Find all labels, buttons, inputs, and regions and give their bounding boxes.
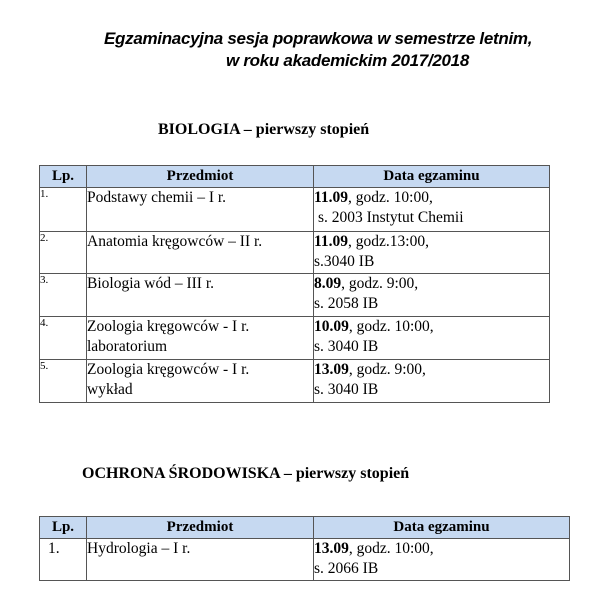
date-cell xyxy=(314,539,570,581)
exam-time: , godz. 9:00, xyxy=(341,275,419,292)
subject-subtext: wykład xyxy=(87,381,133,398)
exam-date: 13.09 xyxy=(314,361,349,378)
subject-cell xyxy=(87,274,314,317)
exam-room: s. 2003 Instytut Chemii xyxy=(318,209,464,226)
row-number: 4. xyxy=(40,317,87,360)
column-header-date: Data egzaminu xyxy=(314,166,550,188)
subject-cell xyxy=(87,232,314,274)
row-number: 3. xyxy=(40,274,87,317)
exam-table-ochrona-srodowiska xyxy=(39,516,570,581)
table-header-row xyxy=(40,517,570,539)
subject-text: Zoologia kręgowców - I r. xyxy=(87,318,250,335)
title-line-1: Egzaminacyjna sesja poprawkowa w semestrze letnim, xyxy=(104,29,533,48)
exam-room: s. 3040 IB xyxy=(314,338,379,355)
exam-time: , godz. 9:00, xyxy=(348,361,426,378)
exam-time: , godz.13:00, xyxy=(348,233,429,250)
column-header-subject: Przedmiot xyxy=(87,517,314,539)
column-header-lp: Lp. xyxy=(40,517,87,539)
exam-room: s. 2066 IB xyxy=(314,560,379,577)
exam-table-biologia xyxy=(39,165,550,403)
exam-room: s. 2058 IB xyxy=(314,295,379,312)
exam-date: 11.09 xyxy=(314,189,349,206)
exam-date: 8.09 xyxy=(314,275,342,292)
date-cell xyxy=(314,232,550,274)
exam-room: s.3040 IB xyxy=(314,253,375,270)
subject-cell xyxy=(87,539,314,581)
table-header-row xyxy=(40,166,550,188)
date-cell xyxy=(314,360,550,403)
exam-time: , godz. 10:00, xyxy=(348,540,434,557)
subject-subtext: laboratorium xyxy=(87,338,168,355)
table-row xyxy=(40,188,550,232)
column-header-subject: Przedmiot xyxy=(87,166,314,188)
subject-text: Anatomia kręgowców – II r. xyxy=(87,233,263,250)
table-row xyxy=(40,317,550,360)
exam-date: 13.09 xyxy=(314,540,349,557)
subject-cell xyxy=(87,188,314,232)
subject-text: Zoologia kręgowców - I r. xyxy=(87,361,250,378)
row-number: 2. xyxy=(40,232,87,274)
date-cell xyxy=(314,317,550,360)
subject-text: Biologia wód – III r. xyxy=(87,275,214,292)
title-line-2: w roku akademickim 2017/2018 xyxy=(226,51,469,70)
row-number: 5. xyxy=(40,360,87,403)
date-cell xyxy=(314,274,550,317)
exam-date: 10.09 xyxy=(314,318,349,335)
exam-date: 11.09 xyxy=(314,233,349,250)
subject-text: Podstawy chemii – I r. xyxy=(87,189,227,206)
row-number: 1. xyxy=(40,539,87,581)
exam-time: , godz. 10:00, xyxy=(348,189,433,206)
subject-cell xyxy=(87,360,314,403)
table-row xyxy=(40,539,570,581)
section-heading-biologia: BIOLOGIA – pierwszy stopień xyxy=(158,121,370,138)
row-number: 1. xyxy=(40,188,87,232)
date-cell xyxy=(314,188,550,232)
column-header-date: Data egzaminu xyxy=(314,517,570,539)
column-header-lp: Lp. xyxy=(40,166,87,188)
table-row xyxy=(40,232,550,274)
exam-time: , godz. 10:00, xyxy=(348,318,434,335)
table-row xyxy=(40,360,550,403)
section-heading-ochrona-srodowiska: OCHRONA ŚRODOWISKA – pierwszy stopień xyxy=(82,465,410,482)
table-row xyxy=(40,274,550,317)
exam-room: s. 3040 IB xyxy=(314,381,379,398)
subject-cell xyxy=(87,317,314,360)
subject-text: Hydrologia – I r. xyxy=(87,540,191,557)
